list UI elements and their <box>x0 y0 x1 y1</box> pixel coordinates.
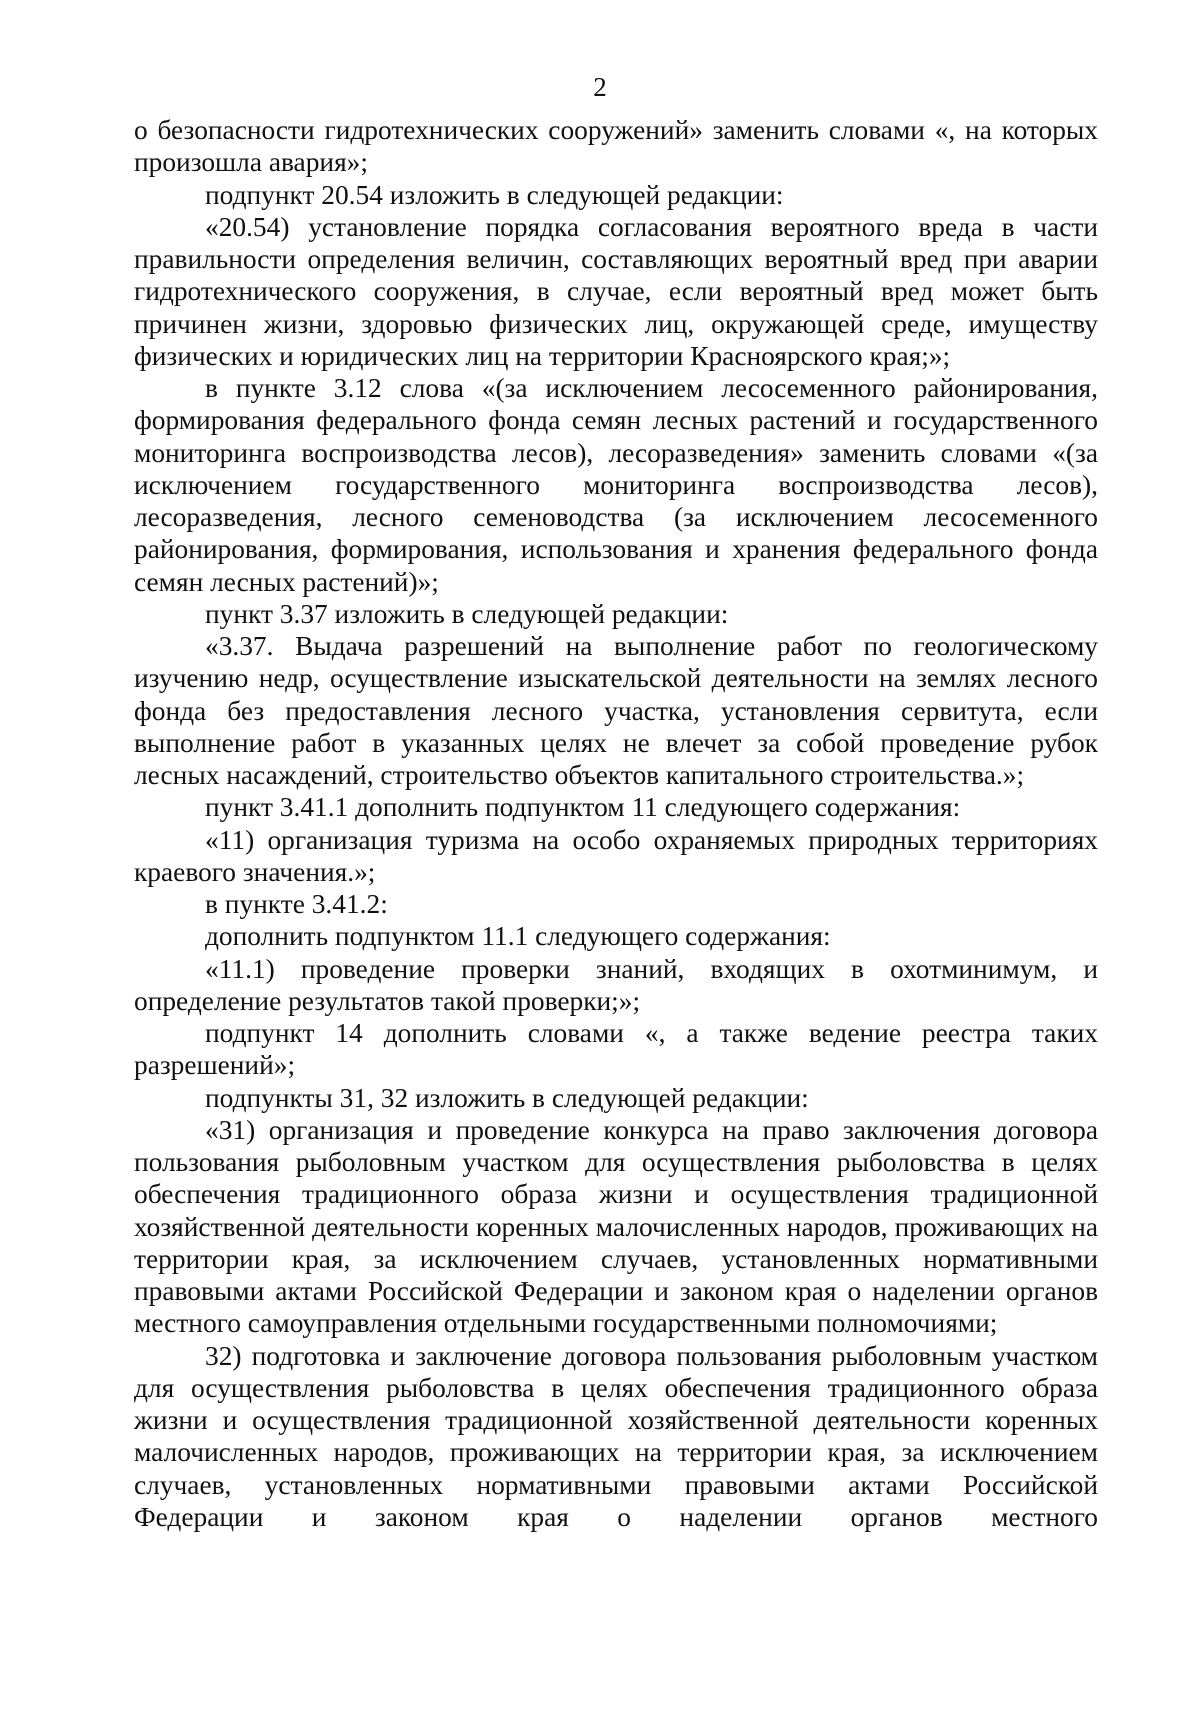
paragraph-continuation-1: о безопасности гидротехнических сооружений» заменить словами «, на которых произошла авария»; <box>134 115 1098 178</box>
paragraph-subpoint-11-1-text: «11.1) проведение проверки знаний, входящих в охотминимум, и определение результатов такой проверки;»; <box>134 953 1098 1016</box>
paragraph-point-3-37-intro: пункт 3.37 изложить в следующей редакции: <box>205 598 729 629</box>
paragraph-point-3-41-2: в пункте 3.41.2: <box>205 889 388 919</box>
paragraph-subpoint-14: подпункт 14 дополнить словами «, а также ведение реестра таких разрешений»; <box>134 1018 1098 1081</box>
paragraph-point-3-41-1-text: «11) организация туризма на особо охраняемых природных территориях краевого значения.»; <box>134 824 1098 887</box>
paragraph-subpoint-11-1-intro: дополнить подпунктом 11.1 следующего содержания: <box>205 921 831 952</box>
paragraph-point-3-12: в пункте 3.12 слова «(за исключением лесосеменного районирования, формирования федерального фонда семян лесных растений и государственного мониторинга воспроизводства лесов), лесоразведения» заменить словами «(за исключением государственного мониторинга воспроизводства лесов), лесоразведения, лесного семеноводства (за исключением лесосеменного районирования, формирования, использования и хранения федерального фонда семян лесных растений)»; <box>134 373 1098 597</box>
paragraph-point-3-41-1-intro: пункт 3.41.1 дополнить подпунктом 11 следующего содержания: <box>205 792 961 823</box>
document-body <box>134 114 1098 1533</box>
paragraph-subpoint-20-54-text: «20.54) установление порядка согласования вероятного вреда в части правильности определения величин, составляющих вероятный вред при аварии гидротехнического сооружения, в случае, если вероятный вред может быть причинен жизни, здоровью физических лиц, окружающей среде, имуществу физических и юридических лиц на территории Красноярского края;»; <box>134 211 1098 371</box>
paragraph-subpoint-20-54-intro: подпункт 20.54 изложить в следующей редакции: <box>205 179 784 210</box>
paragraph-subpoints-31-32-intro: подпункты 31, 32 изложить в следующей редакции: <box>205 1082 809 1113</box>
paragraph-subpoint-32: 32) подготовка и заключение договора пользования рыболовным участком для осуществления рыболовства в целях обеспечения традиционного образа жизни и осуществления традиционной хозяйственной деятельности коренных малочисленных народов, проживающих на территории края, за исключением случаев, установленных нормативными правовыми актами Российской Федерации и законом края о наделении органов местного <box>134 1340 1098 1532</box>
paragraph-subpoint-31: «31) организация и проведение конкурса на право заключения договора пользования рыболовным участком для осуществления рыболовства в целях обеспечения традиционного образа жизни и осуществления традиционной хозяйственной деятельности коренных малочисленных народов, проживающих на территории края, за исключением случаев, установленных нормативными правовыми актами Российской Федерации и законом края о наделении органов местного самоуправления отдельными государственными полномочиями; <box>134 1114 1098 1339</box>
page-number: 2 <box>593 72 607 102</box>
paragraph-point-3-37-text: «3.37. Выдача разрешений на выполнение работ по геологическому изучению недр, осуществление изыскательской деятельности на землях лесного фонда без предоставления лесного участка, установления сервитута, если выполнение работ в указанных целях не влечет за собой проведение рубок лесных насаждений, строительство объектов капитального строительства.»; <box>134 631 1098 790</box>
